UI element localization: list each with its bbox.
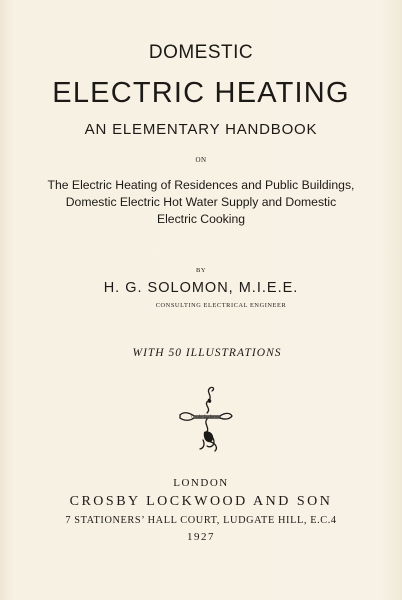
publisher: CROSBY LOCKWOOD AND SON	[69, 494, 333, 509]
description-line: The Electric Heating of Residences and Public Buildings,	[47, 178, 355, 192]
illustrations-note: WITH 50 ILLUSTRATIONS	[132, 347, 282, 359]
publisher-address: 7 STATIONERS’ HALL COURT, LUDGATE HILL, E.C.4	[65, 515, 337, 526]
by-label: BY	[195, 267, 207, 274]
author-credential: CONSULTING ELECTRICAL ENGINEER	[155, 302, 287, 309]
title-line-1: DOMESTIC	[148, 42, 254, 63]
subtitle: AN ELEMENTARY HANDBOOK	[84, 121, 318, 138]
title-line-2: ELECTRIC HEATING	[52, 77, 350, 109]
publication-year: 1927	[187, 531, 215, 543]
printer-mark-text: Crosby Lockwood	[190, 413, 222, 419]
place: LONDON	[173, 477, 229, 489]
description-line: Electric Cooking	[156, 212, 246, 226]
description	[0, 177, 402, 228]
description-line: Domestic Electric Hot Water Supply and Domestic	[65, 195, 337, 209]
printers-device-icon	[170, 382, 242, 454]
on-label: ON	[195, 156, 207, 164]
author-name: H. G. SOLOMON, M.I.E.E.	[103, 280, 299, 296]
